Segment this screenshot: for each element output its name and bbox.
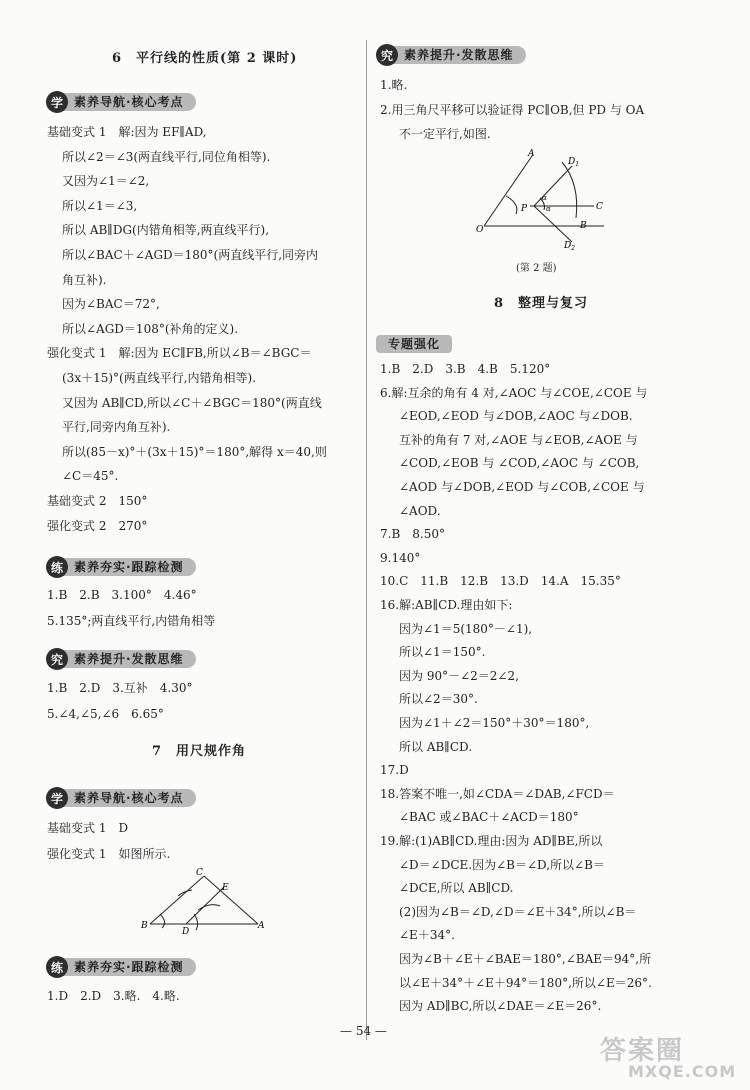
answer-line: ∠EOD,∠EOD 与∠DOB,∠AOC 与∠DOB.: [399, 409, 633, 424]
answer-line: 因为∠BAC＝72°,: [62, 297, 160, 312]
answer-line: ∠AOD 与∠DOB,∠EOD 与∠COB,∠COE 与: [399, 480, 645, 494]
answer-line: 所以∠BAC＋∠AGD＝180°(两直线平行,同旁内: [62, 248, 319, 262]
point-label-b: B: [580, 221, 587, 231]
bar-label: 素养提升·发散思维: [390, 46, 526, 64]
answer-line: 9.140°: [380, 550, 421, 565]
practice-badge-icon: 练: [46, 556, 68, 578]
section-title-8: 8 整理与复习: [494, 296, 589, 311]
bar-label: 素养夯实·跟踪检测: [60, 958, 196, 976]
answer-line: 因为∠1＝5(180°－∠1),: [399, 621, 533, 636]
figure-angle-construction: [138, 866, 268, 936]
answer-line: 不一定平行,如图.: [399, 127, 491, 141]
answer-line: 又因为 AB∥CD,所以∠C＋∠BGC＝180°(两直线: [62, 395, 322, 410]
section-bar-learn-2: [46, 787, 196, 809]
section-bar-explore: [46, 648, 196, 670]
point-label-o: O: [476, 225, 484, 235]
watermark-logo: 答案圈: [600, 1036, 685, 1066]
answer-line: 强化变式 1 解:因为 EC∥FB,所以∠B＝∠BGC＝: [47, 346, 312, 361]
point-label-a: A: [258, 921, 265, 931]
answer-line: 因为 AD∥BC,所以∠DAE＝∠E＝26°.: [399, 999, 602, 1014]
practice-badge-icon: 练: [46, 956, 68, 978]
answer-line: 强化变式 1 如图所示.: [47, 847, 171, 861]
answer-line: 1.D 2.D 3.略. 4.略.: [47, 989, 180, 1003]
learn-badge-icon: 学: [46, 787, 68, 809]
answer-line: 角互补).: [62, 272, 107, 287]
answer-line: 基础变式 2 150°: [47, 494, 148, 508]
answer-line: ∠BAC 或∠BAC＋∠ACD＝180°: [399, 810, 579, 825]
angle-label-alpha-1: α: [542, 194, 547, 202]
answer-line: 所以 AB∥CD.: [399, 739, 473, 754]
explore-badge-icon: 究: [46, 648, 68, 670]
answer-line: (2)因为∠B＝∠D,∠D＝∠E＋34°,所以∠B＝: [399, 904, 637, 919]
answer-line: 基础变式 1 D: [47, 821, 129, 835]
answer-line: 5.135°;两直线平行,内错角相等: [47, 614, 216, 628]
bar-label: 素养提升·发散思维: [60, 650, 196, 668]
section-bar-explore-right: [376, 44, 526, 66]
section-bar-practice-2: [46, 956, 196, 978]
answer-line: ∠D＝∠DCE.因为∠B＝∠D,所以∠B＝: [399, 857, 605, 872]
answer-line: 7.B 8.50°: [380, 527, 445, 542]
point-label-a: A: [528, 149, 535, 159]
answer-line: 因为∠B＋∠E＋∠BAE＝180°,∠BAE＝94°,所: [399, 952, 652, 966]
section-bar-learn: [46, 91, 196, 113]
section-title-6: 6 平行线的性质(第 2 课时): [112, 51, 298, 66]
point-label-p: P: [521, 204, 528, 214]
answer-line: 又因为∠1＝∠2,: [62, 174, 150, 189]
point-label-b: B: [141, 921, 148, 931]
answer-line: 1.B 2.D 3.B 4.B 5.120°: [380, 362, 551, 376]
answer-line: 所以 AB∥DG(内错角相等,两直线平行),: [62, 223, 270, 238]
answer-line: 10.C 11.B 12.B 13.D 14.A 15.35°: [380, 574, 621, 589]
angle-label-alpha-2: α: [546, 205, 551, 213]
answer-line: 基础变式 1 解:因为 EF∥AD,: [47, 125, 207, 139]
answer-line: 5.∠4,∠5,∠6 6.65°: [47, 707, 164, 721]
answer-line: 因为 90°－∠2＝2∠2,: [399, 668, 519, 683]
answer-line: ∠C＝45°.: [62, 469, 119, 484]
page-number: — 54 —: [340, 1024, 387, 1038]
answer-line: 所以∠2＝30°.: [399, 692, 478, 707]
answer-line: 因为∠1＋∠2＝150°＋30°＝180°,: [399, 716, 590, 730]
answer-line: 平行,同旁内角互补).: [62, 420, 171, 435]
answer-line: 强化变式 2 270°: [47, 518, 148, 533]
bar-label: 素养导航·核心考点: [60, 789, 196, 807]
answer-line: 以∠E＋34°＋∠E＋94°＝180°,所以∠E＝26°.: [399, 975, 652, 990]
section-bar-practice: [46, 556, 196, 578]
answer-line: 所以∠1＝150°.: [399, 645, 486, 660]
answer-line: 6.解:互余的角有 4 对,∠AOC 与∠COE,∠COE 与: [380, 385, 648, 400]
bar-label: 素养夯实·跟踪检测: [60, 558, 196, 576]
answer-line: 所以(85－x)°＋(3x＋15)°＝180°,解得 x＝40,则: [62, 444, 327, 459]
answer-line: ∠AOD.: [399, 503, 441, 518]
bar-label: 专题强化: [376, 335, 452, 353]
answer-line: 所以∠1＝∠3,: [62, 198, 138, 213]
figure-translation: [476, 148, 616, 256]
answer-line: ∠COD,∠EOB 与 ∠COD,∠AOC 与 ∠COB,: [399, 456, 640, 471]
point-label-e: E: [222, 883, 229, 893]
answer-line: 19.解:(1)AB∥CD.理由:因为 AD∥BE,所以: [380, 834, 603, 848]
section-bar-topic: [376, 333, 452, 355]
point-label-c: C: [596, 202, 603, 212]
answer-line: 互补的角有 7 对,∠AOE 与∠EOB,∠AOE 与: [399, 432, 638, 447]
explore-badge-icon: 究: [376, 44, 398, 66]
point-label-d2: $D_2$: [564, 241, 576, 252]
point-label-d1: $D_1$: [568, 157, 580, 168]
point-label-c: C: [196, 868, 203, 878]
answer-line: 18.答案不唯一,如∠CDA＝∠DAB,∠FCD＝: [380, 786, 615, 801]
answer-line: 所以∠2＝∠3(两直线平行,同位角相等).: [62, 149, 271, 164]
answer-line: ∠DCE,所以 AB∥CD.: [399, 881, 514, 896]
answer-line: 1.B 2.B 3.100° 4.46°: [47, 588, 197, 602]
figure-caption: (第 2 题): [516, 263, 557, 274]
point-label-d: D: [182, 927, 190, 936]
answer-line: 所以∠AGD＝108°(补角的定义).: [62, 321, 239, 336]
answer-line: (3x＋15)°(两直线平行,内错角相等).: [62, 371, 257, 385]
answer-line: 2.用三角尺平移可以验证得 PC∥OB,但 PD 与 OA: [380, 102, 645, 117]
column-divider: [366, 40, 367, 1040]
answer-line: 16.解:AB∥CD.理由如下:: [380, 598, 513, 612]
answer-line: 1.B 2.D 3.互补 4.30°: [47, 681, 193, 695]
bar-label: 素养导航·核心考点: [60, 93, 196, 111]
answer-line: ∠E＋34°.: [399, 928, 455, 943]
learn-badge-icon: 学: [46, 91, 68, 113]
watermark-url: MXQE.COM: [628, 1062, 737, 1081]
section-title-7: 7 用尺规作角: [152, 744, 247, 759]
answer-line: 17.D: [380, 763, 409, 778]
answer-line: 1.略.: [380, 78, 408, 92]
